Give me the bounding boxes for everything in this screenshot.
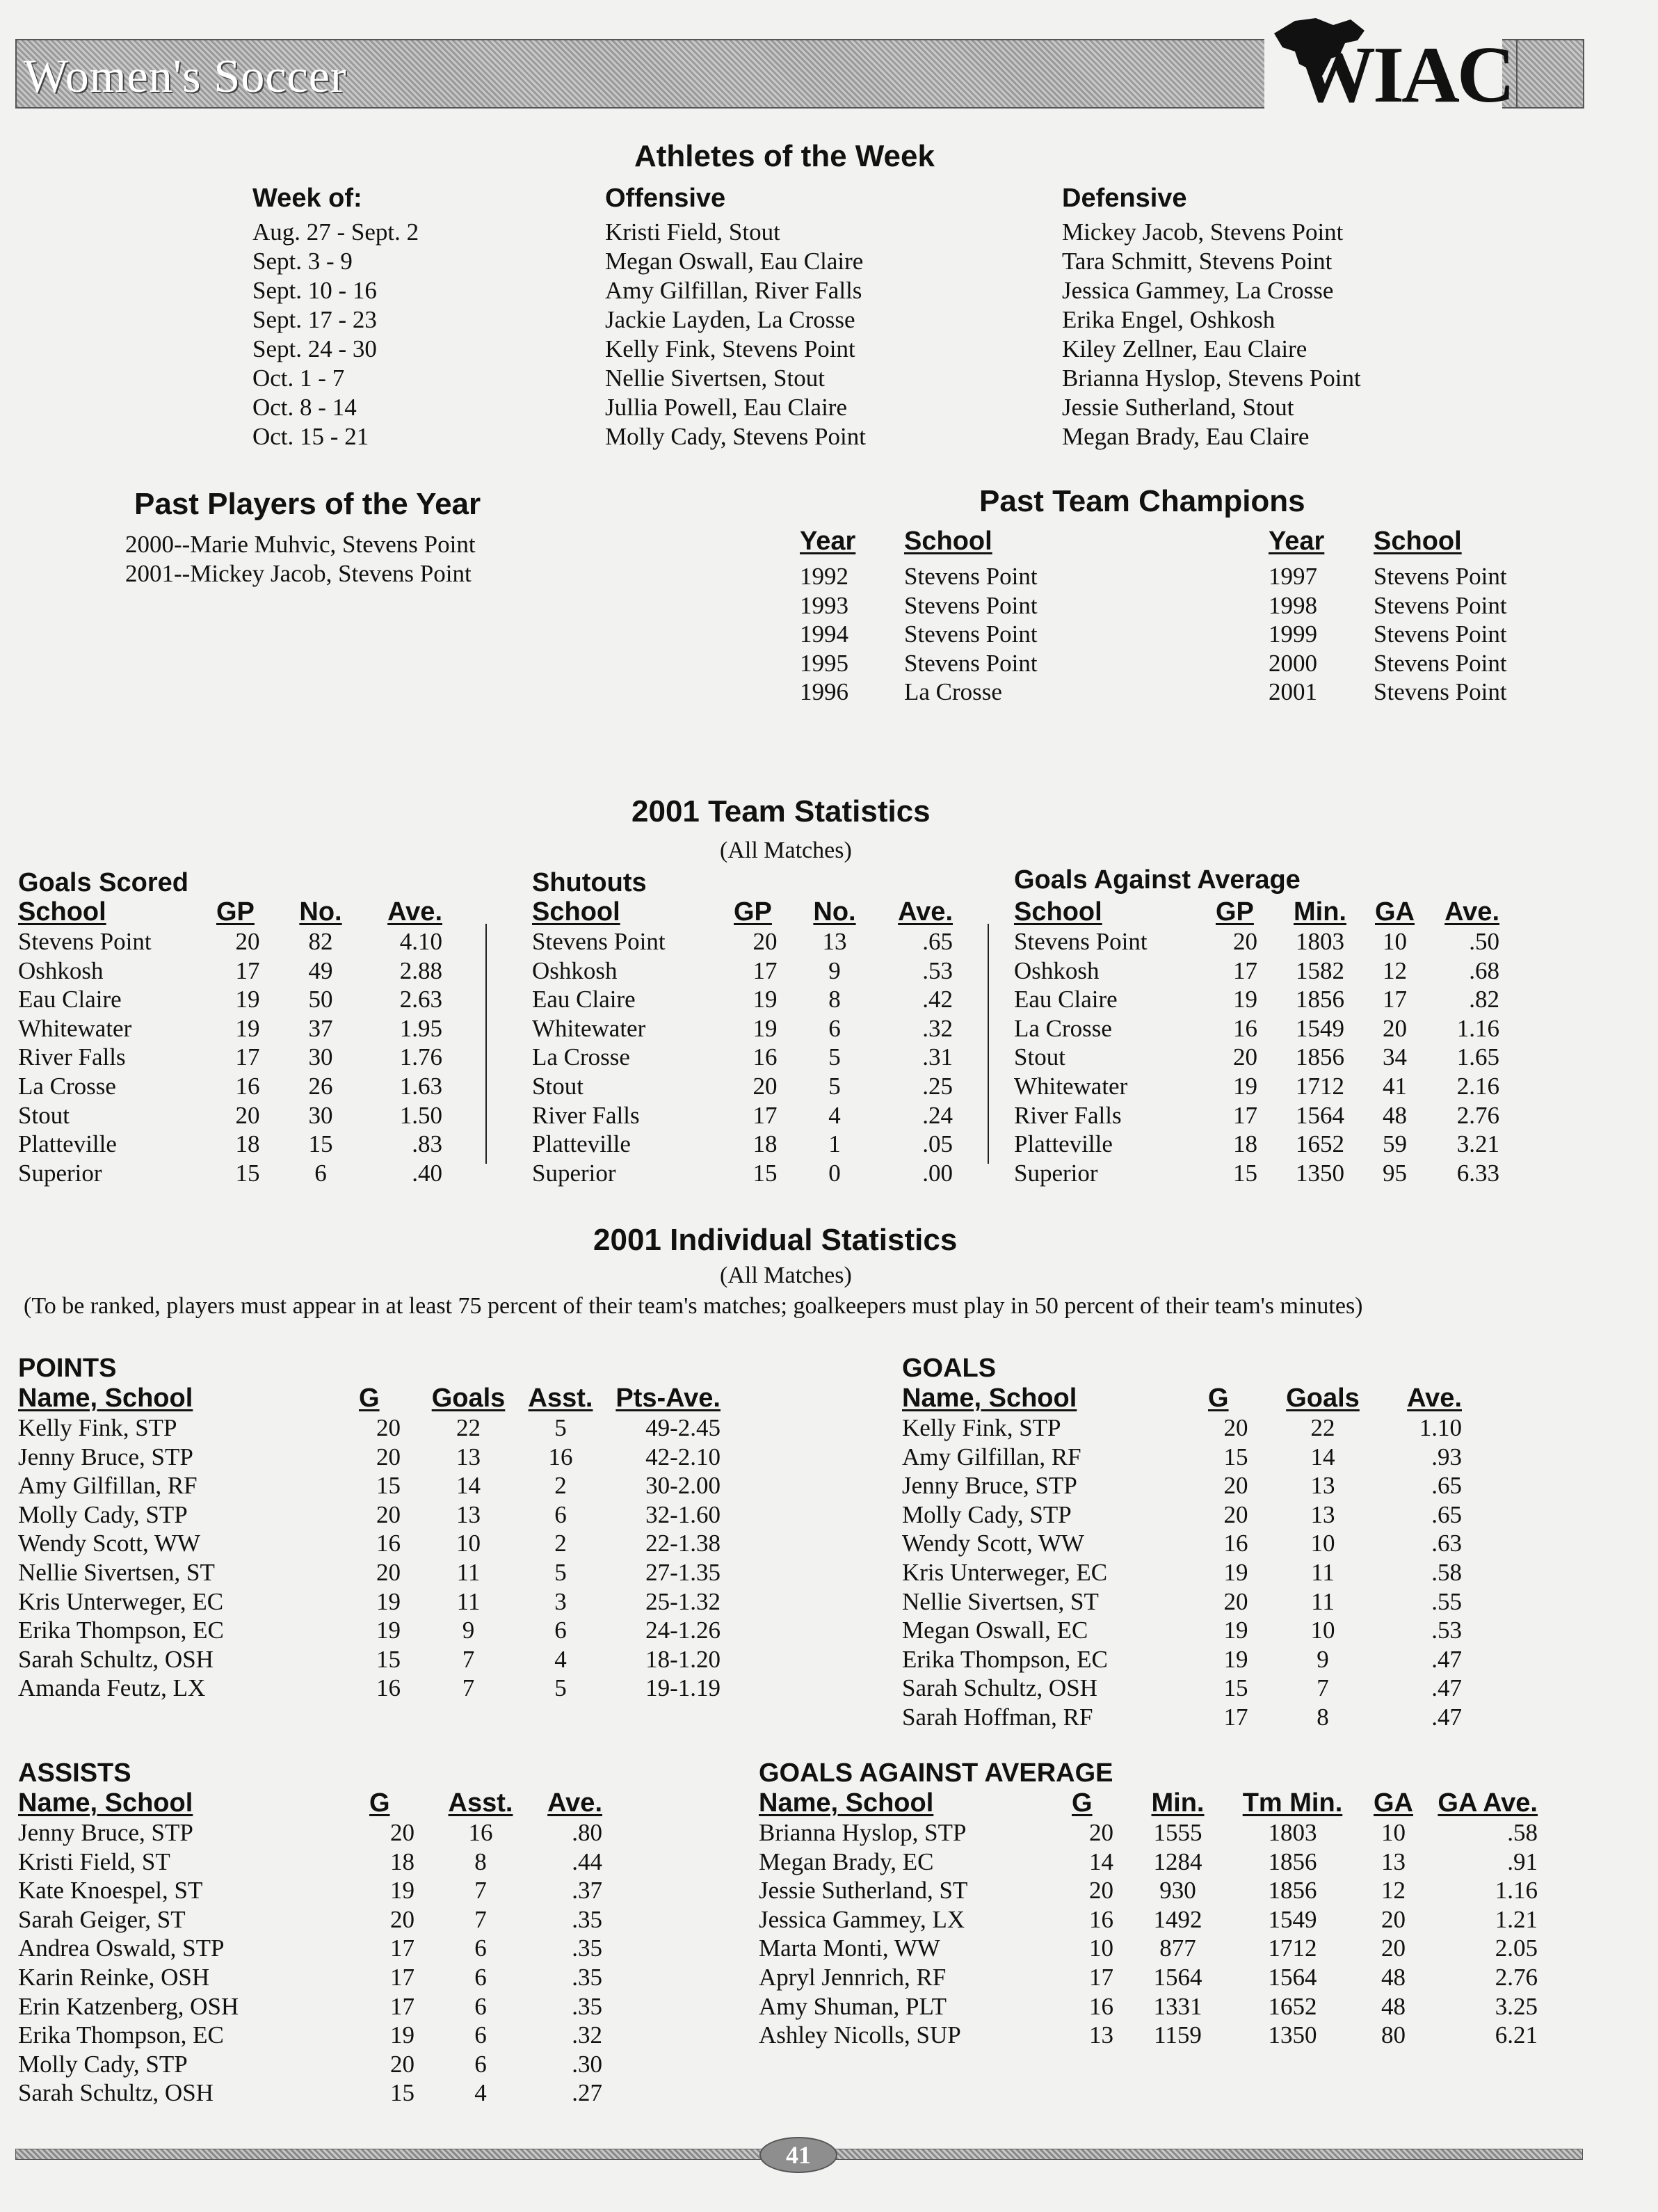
table-row: Superior 15 0 .00 [532, 1159, 953, 1187]
gaa-individual-table [759, 1788, 1538, 2050]
list-item: Aug. 27 - Sept. 2 [252, 218, 419, 246]
table-row: Amy Gilfillan, RF 15 14 .93 [902, 1443, 1462, 1470]
table-row: Amy Shuman, PLT 16 1331 1652 48 3.25 [759, 1992, 1538, 2020]
shutouts-title: Shutouts [532, 868, 647, 897]
goals-title: GOALS [902, 1354, 997, 1383]
year-header: Year [800, 527, 856, 556]
list-item: Tara Schmitt, Stevens Point [1062, 248, 1333, 275]
table-row: Erika Thompson, EC 19 6 .32 [18, 2021, 602, 2049]
list-item: Oct. 15 - 21 [252, 423, 369, 450]
individual-stats-subtitle: (All Matches) [720, 1263, 852, 1288]
table-row: La Crosse 16 1549 20 1.16 [1014, 1014, 1499, 1042]
table-row: Platteville 18 15 .83 [18, 1130, 442, 1158]
table-row: Sarah Schultz, OSH 15 4 .27 [18, 2079, 602, 2107]
table-row: 1996 La Crosse [800, 678, 1002, 706]
defensive-header: Defensive [1062, 184, 1187, 213]
defensive-list [1062, 218, 1361, 451]
table-row: Wendy Scott, WW 16 10 2 22-1.38 [18, 1530, 721, 1557]
table-row: Nellie Sivertsen, ST 20 11 .55 [902, 1587, 1462, 1615]
list-item: Erika Engel, Oshkosh [1062, 306, 1275, 333]
table-header: Name, School G Goals Ave. [902, 1384, 1462, 1413]
table-header: School GP No. Ave. [532, 897, 953, 927]
table-row: 1997 Stevens Point [1269, 563, 1507, 590]
table-row: Erin Katzenberg, OSH 17 6 .35 [18, 1992, 602, 2020]
shutouts-table [532, 897, 953, 1187]
table-row: Kelly Fink, STP 20 22 5 49-2.45 [18, 1414, 721, 1441]
table-row: Megan Oswall, EC 19 10 .53 [902, 1617, 1462, 1644]
list-item: Jessica Gammey, La Crosse [1062, 277, 1334, 304]
table-row: 1999 Stevens Point [1269, 620, 1507, 648]
points-table [18, 1383, 721, 1703]
table-row: Kelly Fink, STP 20 22 1.10 [902, 1414, 1462, 1441]
table-header: Name, School G Min. Tm Min. GA GA Ave. [759, 1788, 1538, 1818]
champions-table-right [1269, 562, 1507, 707]
table-row: Erika Thompson, EC 19 9 6 24-1.26 [18, 1617, 721, 1644]
table-row: 1995 Stevens Point [800, 649, 1038, 677]
table-row: Erika Thompson, EC 19 9 .47 [902, 1645, 1462, 1673]
team-stats-title: 2001 Team Statistics [631, 794, 931, 828]
gaa-individual-title: GOALS AGAINST AVERAGE [759, 1758, 1113, 1788]
table-row: Molly Cady, STP 20 6 .30 [18, 2050, 602, 2078]
list-item: Sept. 17 - 23 [252, 306, 377, 333]
week-header: Week of: [252, 184, 362, 213]
table-row: Molly Cady, STP 20 13 6 32-1.60 [18, 1500, 721, 1528]
table-row: Eau Claire 19 1856 17 .82 [1014, 986, 1499, 1013]
table-row: Molly Cady, STP 20 13 .65 [902, 1500, 1462, 1528]
school-header: School [904, 527, 992, 556]
assists-title: ASSISTS [18, 1758, 131, 1788]
table-row: Kate Knoespel, ST 19 7 .37 [18, 1877, 602, 1905]
table-row: Sarah Geiger, ST 20 7 .35 [18, 1905, 602, 1933]
table-row: 1998 Stevens Point [1269, 591, 1507, 619]
table-row: Stout 20 30 1.50 [18, 1101, 442, 1129]
table-row: Karin Reinke, OSH 17 6 .35 [18, 1963, 602, 1991]
table-row: Kristi Field, ST 18 8 .44 [18, 1848, 602, 1875]
list-item: Sept. 10 - 16 [252, 277, 377, 304]
logo-text: WIAC [1295, 31, 1513, 120]
table-row: Andrea Oswald, STP 17 6 .35 [18, 1934, 602, 1962]
table-row: Jenny Bruce, STP 20 13 .65 [902, 1472, 1462, 1500]
list-item: Jackie Layden, La Crosse [605, 306, 855, 333]
list-item: Sept. 24 - 30 [252, 335, 377, 362]
table-row: 2001 Stevens Point [1269, 678, 1507, 706]
individual-stats-title: 2001 Individual Statistics [593, 1223, 958, 1257]
past-players-title: Past Players of the Year [134, 487, 481, 521]
table-header: Name, School G Goals Asst. Pts-Ave. [18, 1384, 721, 1413]
points-title: POINTS [18, 1354, 117, 1383]
table-row: Brianna Hyslop, STP 20 1555 1803 10 .58 [759, 1819, 1538, 1846]
table-row: Stout 20 5 .25 [532, 1072, 953, 1100]
table-row: Oshkosh 17 49 2.88 [18, 956, 442, 984]
table-row: Sarah Schultz, OSH 15 7 4 18-1.20 [18, 1645, 721, 1673]
table-row: Jenny Bruce, STP 20 16 .80 [18, 1819, 602, 1846]
table-row: Whitewater 19 6 .32 [532, 1014, 953, 1042]
table-row: Superior 15 1350 95 6.33 [1014, 1159, 1499, 1187]
school-header: School [1374, 527, 1462, 556]
list-item: Mickey Jacob, Stevens Point [1062, 218, 1344, 246]
goals-table [902, 1383, 1462, 1732]
list-item: Nellie Sivertsen, Stout [605, 364, 825, 392]
table-row: River Falls 17 1564 48 2.76 [1014, 1101, 1499, 1129]
table-row: Stevens Point 20 1803 10 .50 [1014, 928, 1499, 955]
list-item: Megan Brady, Eau Claire [1062, 423, 1310, 450]
table-row: Marta Monti, WW 10 877 1712 20 2.05 [759, 1934, 1538, 1962]
table-row: Eau Claire 19 8 .42 [532, 986, 953, 1013]
table-row: La Crosse 16 5 .31 [532, 1043, 953, 1071]
table-row: Kris Unterweger, EC 19 11 3 25-1.32 [18, 1587, 721, 1615]
table-row: River Falls 17 4 .24 [532, 1101, 953, 1129]
table-row: Platteville 18 1 .05 [532, 1130, 953, 1158]
list-item: 2000--Marie Muhvic, Stevens Point [125, 531, 476, 558]
year-header: Year [1269, 527, 1325, 556]
goals-scored-title: Goals Scored [18, 868, 188, 897]
list-item: Sept. 3 - 9 [252, 248, 353, 275]
table-header: Name, School G Asst. Ave. [18, 1788, 602, 1818]
athletes-of-week-title: Athletes of the Week [634, 139, 935, 173]
table-row: 1994 Stevens Point [800, 620, 1038, 648]
table-row: Apryl Jennrich, RF 17 1564 1564 48 2.76 [759, 1963, 1538, 1991]
assists-table [18, 1788, 602, 2108]
table-row: River Falls 17 30 1.76 [18, 1043, 442, 1071]
table-row: Stevens Point 20 13 .65 [532, 928, 953, 955]
table-row: Wendy Scott, WW 16 10 .63 [902, 1530, 1462, 1557]
week-list [252, 218, 419, 451]
table-row: Oshkosh 17 9 .53 [532, 956, 953, 984]
past-champions-title: Past Team Champions [979, 484, 1305, 518]
table-row: Jessica Gammey, LX 16 1492 1549 20 1.21 [759, 1905, 1538, 1933]
table-row: Jessie Sutherland, ST 20 930 1856 12 1.16 [759, 1877, 1538, 1905]
page-number: 41 [759, 2137, 837, 2173]
team-stats-subtitle: (All Matches) [720, 837, 852, 863]
table-row: Kris Unterweger, EC 19 11 .58 [902, 1558, 1462, 1586]
column-divider [988, 924, 989, 1164]
table-row: Stevens Point 20 82 4.10 [18, 928, 442, 955]
past-players-list [125, 530, 476, 588]
table-row: Whitewater 19 1712 41 2.16 [1014, 1072, 1499, 1100]
table-row: Amy Gilfillan, RF 15 14 2 30-2.00 [18, 1472, 721, 1500]
table-row: Jenny Bruce, STP 20 13 16 42-2.10 [18, 1443, 721, 1470]
champions-table-left [800, 562, 1038, 707]
header-band-end [1516, 39, 1584, 109]
gaa-team-table [1014, 897, 1499, 1187]
list-item: Jessie Sutherland, Stout [1062, 394, 1294, 421]
table-row: Platteville 18 1652 59 3.21 [1014, 1130, 1499, 1158]
list-item: 2001--Mickey Jacob, Stevens Point [125, 560, 472, 587]
table-row: Ashley Nicolls, SUP 13 1159 1350 80 6.21 [759, 2021, 1538, 2049]
table-row: Amanda Feutz, LX 16 7 5 19-1.19 [18, 1674, 721, 1702]
column-divider [485, 924, 487, 1164]
list-item: Oct. 1 - 7 [252, 364, 345, 392]
table-row: Eau Claire 19 50 2.63 [18, 986, 442, 1013]
offensive-list [605, 218, 866, 451]
list-item: Jullia Powell, Eau Claire [605, 394, 847, 421]
table-row: Whitewater 19 37 1.95 [18, 1014, 442, 1042]
page-title: Women's Soccer [24, 49, 347, 102]
list-item: Kelly Fink, Stevens Point [605, 335, 855, 362]
table-row: Superior 15 6 .40 [18, 1159, 442, 1187]
table-row: 2000 Stevens Point [1269, 649, 1507, 677]
ranking-note: (To be ranked, players must appear in at least 75 percent of their team's matches; goalkeepers must play in 50 percent of their team's minutes) [24, 1293, 1363, 1319]
list-item: Oct. 8 - 14 [252, 394, 357, 421]
table-header: School GP No. Ave. [18, 897, 442, 927]
table-row: Stout 20 1856 34 1.65 [1014, 1043, 1499, 1071]
list-item: Kristi Field, Stout [605, 218, 780, 246]
table-row: 1992 Stevens Point [800, 563, 1038, 590]
goals-scored-table [18, 897, 442, 1187]
gaa-team-title: Goals Against Average [1014, 865, 1301, 895]
list-item: Molly Cady, Stevens Point [605, 423, 866, 450]
table-row: Sarah Schultz, OSH 15 7 .47 [902, 1674, 1462, 1702]
table-row: 1993 Stevens Point [800, 591, 1038, 619]
table-row: Nellie Sivertsen, ST 20 11 5 27-1.35 [18, 1558, 721, 1586]
list-item: Amy Gilfillan, River Falls [605, 277, 862, 304]
table-row: Megan Brady, EC 14 1284 1856 13 .91 [759, 1848, 1538, 1875]
list-item: Kiley Zellner, Eau Claire [1062, 335, 1307, 362]
table-row: La Crosse 16 26 1.63 [18, 1072, 442, 1100]
offensive-header: Offensive [605, 184, 726, 213]
list-item: Brianna Hyslop, Stevens Point [1062, 364, 1361, 392]
list-item: Megan Oswall, Eau Claire [605, 248, 864, 275]
table-row: Sarah Hoffman, RF 17 8 .47 [902, 1703, 1462, 1731]
table-row: Oshkosh 17 1582 12 .68 [1014, 956, 1499, 984]
table-header: School GP Min. GA Ave. [1014, 897, 1499, 927]
